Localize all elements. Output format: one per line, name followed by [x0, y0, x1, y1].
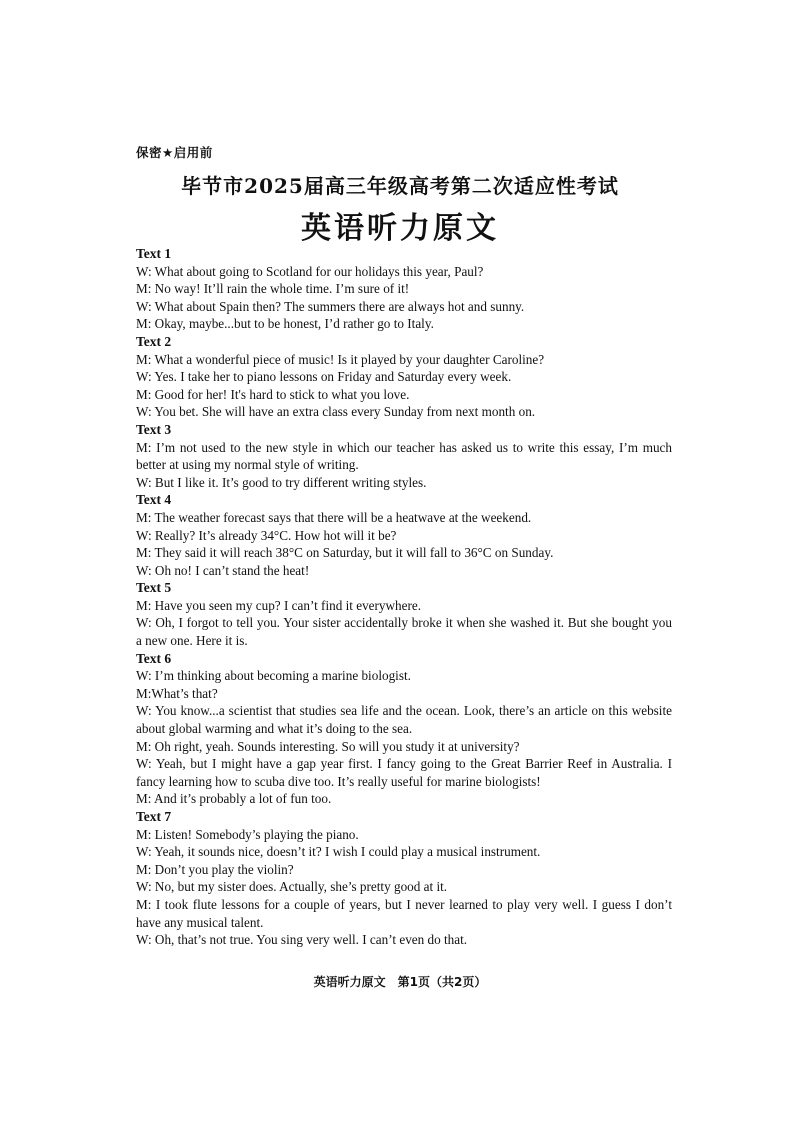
dialogue-line: W: Yes. I take her to piano lessons on Friday and Saturday every week. — [136, 369, 512, 385]
dialogue-line: W: You know...a scientist that studies sea life and the ocean. Look, there’s an article on this website about global warming and what it’s doing to the sea. — [136, 703, 672, 737]
dialogue-line: W: But I like it. It’s good to try different writing styles. — [136, 474, 427, 490]
dialogue-line: M: Don’t you play the violin? — [136, 861, 294, 877]
dialogue-line: W: What about going to Scotland for our holidays this year, Paul? — [136, 263, 484, 279]
dialogue-line: W: I’m thinking about becoming a marine biologist. — [136, 668, 411, 684]
dialogue-line: M: I took flute lessons for a couple of years, but I never learned to play very well. I guess I don’t have any musical talent. — [136, 896, 672, 930]
section-heading: Text 4 — [136, 492, 172, 508]
confidential-label: 保密★启用前 — [136, 145, 213, 160]
dialogue-line: W: What about Spain then? The summers there are always hot and sunny. — [136, 298, 525, 314]
document-title: 英语听力原文 — [301, 211, 499, 246]
dialogue-line: M: I’m not used to the new style in which our teacher has asked us to write this essay, I’m much better at using my normal style of writing. — [136, 439, 672, 473]
page-footer: 英语听力原文 第1页（共2页） — [313, 975, 487, 989]
transcript-section — [136, 421, 672, 491]
dialogue-line: M: Good for her! It's hard to stick to what you love. — [136, 386, 410, 402]
dialogue-line: W: Oh, I forgot to tell you. Your sister accidentally broke it when she washed it. But she bought you a new one. Here it is. — [136, 615, 672, 649]
dialogue-line: M: The weather forecast says that there will be a heatwave at the weekend. — [136, 509, 532, 525]
section-heading: Text 1 — [136, 246, 172, 261]
dialogue-line: M: And it’s probably a lot of fun too. — [136, 791, 332, 807]
dialogue-line: W: Really? It’s already 34°C. How hot will it be? — [136, 527, 397, 543]
transcript-section — [136, 491, 672, 579]
transcript-section — [136, 808, 672, 949]
dialogue-line: W: No, but my sister does. Actually, she’s pretty good at it. — [136, 879, 448, 895]
transcript-section — [136, 245, 672, 333]
exam-title: 毕节市2025届高三年级高考第二次适应性考试 — [181, 174, 619, 198]
dialogue-line: M: Okay, maybe...but to be honest, I’d rather go to Italy. — [136, 316, 434, 332]
section-heading: Text 7 — [136, 809, 172, 824]
dialogue-line: W: Yeah, it sounds nice, doesn’t it? I wish I could play a musical instrument. — [136, 844, 541, 860]
dialogue-line: M: Have you seen my cup? I can’t find it everywhere. — [136, 597, 422, 613]
transcript-section — [136, 333, 672, 421]
section-heading: Text 6 — [136, 650, 172, 666]
transcript-section — [136, 650, 672, 808]
dialogue-line: M: They said it will reach 38°C on Saturday, but it will fall to 36°C on Sunday. — [136, 545, 554, 561]
dialogue-line: W: Yeah, but I might have a gap year first. I fancy going to the Great Barrier Reef in Australia. I fancy learning how to scuba dive too. It’s really useful for marine biologists! — [136, 756, 672, 789]
section-heading: Text 2 — [136, 333, 172, 349]
dialogue-line: M:What’s that? — [136, 685, 218, 701]
section-heading: Text 5 — [136, 580, 172, 596]
dialogue-line: M: What a wonderful piece of music! Is it played by your daughter Caroline? — [136, 351, 545, 367]
dialogue-line: W: You bet. She will have an extra class every Sunday from next month on. — [136, 404, 536, 420]
transcript-section — [136, 579, 672, 649]
dialogue-line: M: No way! It’ll rain the whole time. I’m sure of it! — [136, 281, 410, 297]
dialogue-line: W: Oh, that’s not true. You sing very well. I can’t even do that. — [136, 932, 468, 948]
dialogue-line: W: Oh no! I can’t stand the heat! — [136, 562, 310, 578]
dialogue-line: M: Oh right, yeah. Sounds interesting. So will you study it at university? — [136, 738, 520, 754]
section-heading: Text 3 — [136, 421, 172, 437]
transcript-body — [136, 245, 672, 949]
dialogue-line: M: Listen! Somebody’s playing the piano. — [136, 826, 359, 842]
